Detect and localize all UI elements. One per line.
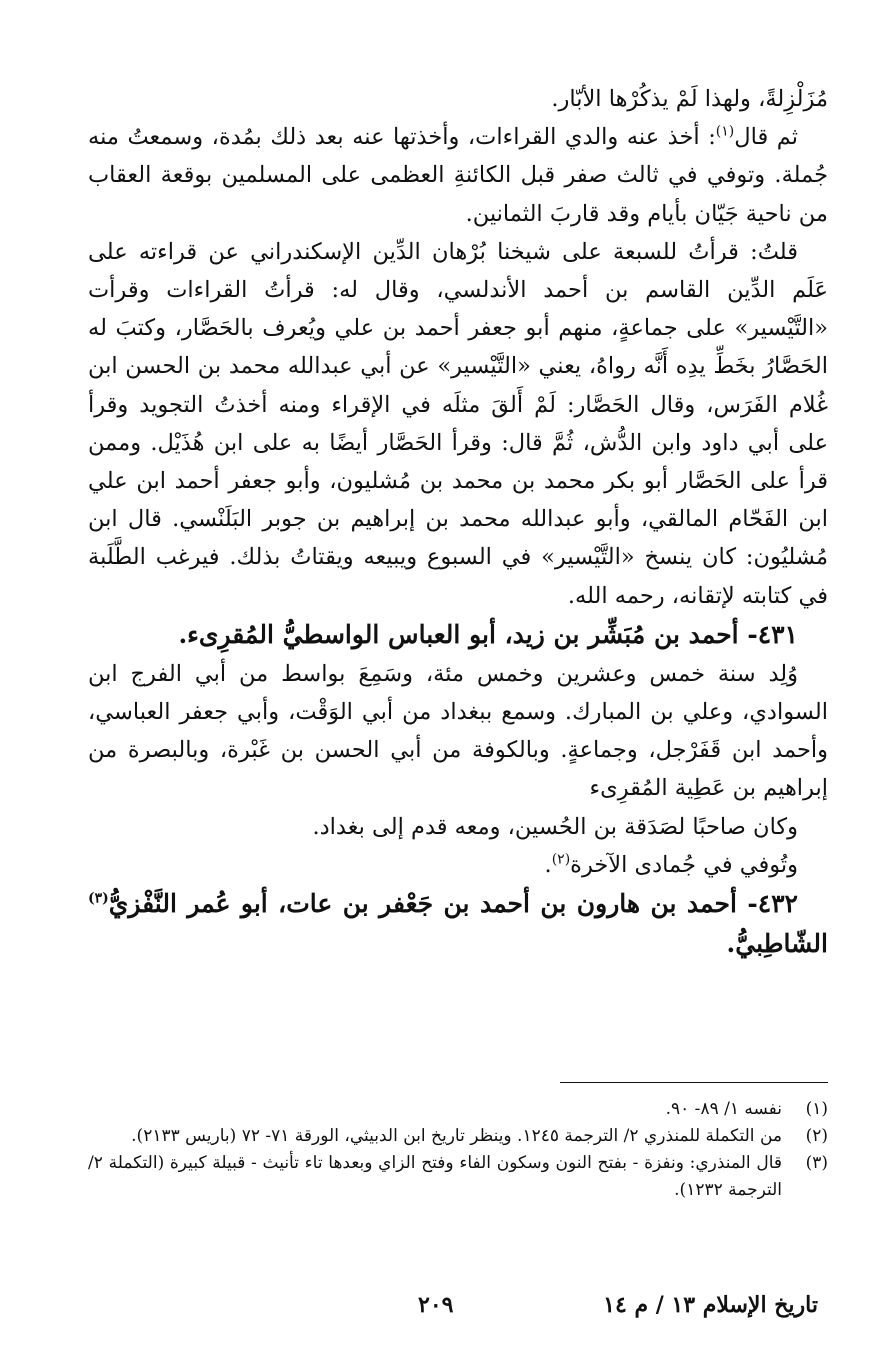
footnote-number: (٣) <box>805 1153 828 1173</box>
entry-431-heading: ٤٣١- أحمد بن مُبَشِّر بن زيد، أبو العباس الواسطيُّ المُقرِىء. <box>178 619 798 649</box>
page-number: ٢٠٩ <box>418 1292 454 1318</box>
paragraph-6 <box>88 846 828 884</box>
entry-432-heading-end: الشّاطِبيُّ. <box>726 929 828 959</box>
footnote-text: نفسه ١/ ٨٩- ٩٠. <box>665 1099 782 1119</box>
paragraph-3: قلتُ: قرأتُ للسبعة على شيخنا بُرْهان الدِّين الإسكندراني عن قراءته على عَلَم الدِّين القاسم بن أحمد الأندلسي، وقال له: قرأتُ القراءات وقرأت «التَّيْسير» على جماعةٍ، منهم أبو جعفر أحمد بن علي ويُعرف بالحَصَّار، وكتبَ له الحَصَّارُ بخَطِّ يدِه أَنَّه رواهُ، يعني «التَّيْسير» عن أبي عبدالله محمد بن الحسن ابن غُلام الفَرَس، وقال الحَصَّار: لَمْ أَلقَ مثلَه في الإقراء ومنه أخذتُ التجويد وقرأ على أبي داود وابن الدُّش، ثُمَّ قال: وقرأ الحَصَّار أيضًا به على ابن هُذَيْل. وممن قرأ على الحَصَّار أبو بكر محمد بن محمد بن مُشليون، وأبو جعفر أحمد ابن علي ابن الفَحّام المالقي، وأبو عبدالله محمد بن إبراهيم بن جوبر البَلَنْسي. قال ابن مُشليُون: كان ينسخ «التَّيْسير» في السبوع ويبيعه ويقتاتُ بذلك. فيرغب الطَّلَبة في كتابته لإتقانه، رحمه الله. <box>88 238 828 609</box>
footnote-separator <box>560 1082 828 1083</box>
footnote-number: (١) <box>805 1099 828 1119</box>
paragraph-2 <box>88 118 828 233</box>
paragraph-6-start: وتُوفي في جُمادى الآخرة <box>570 851 798 878</box>
footnote-2 <box>88 1123 828 1150</box>
signature-mark: تاريخ الإسلام ١٣ / م ١٤ <box>603 1292 818 1318</box>
footnote-3 <box>88 1150 828 1204</box>
paragraph-1: مُزَلْزِلةً، ولهذا لَمْ يذكُرْها الأبّار. <box>551 86 828 112</box>
entry-432-heading-start: ٤٣٢- أحمد بن هارون بن أحمد بن جَعْفر بن عات، أبو عُمر النَّفْزيُّ <box>108 889 798 919</box>
footnote-number: (٢) <box>805 1126 828 1146</box>
footnote-text: من التكملة للمنذري ٢/ الترجمة ١٢٤٥. وينظر تاريخ ابن الدبيثي، الورقة ٧١- ٧٢ (باريس ٢١٣٣). <box>131 1126 782 1146</box>
page-footer <box>88 1292 828 1326</box>
paragraph-2-rest: : أخذ عنه والدي القراءات، وأخذتها عنه بعد ذلك بمُدة، وسمعتُ منه جُملة. وتوفي في ثالث صفر قبل الكائنةِ العظمى على المسلمين بوقعة العقاب من ناحية جَيّان بأيام وقد قاربَ الثمانين. <box>88 124 828 227</box>
footnote-1 <box>88 1096 828 1123</box>
footnotes <box>88 1096 828 1204</box>
paragraph-2-start: ثم قال <box>734 124 798 151</box>
paragraph-6-end: . <box>544 851 552 878</box>
paragraph-4: وُلِد سنة خمس وعشرين وخمس مئة، وسَمِعَ بواسط من أبي الفرج ابن السوادي، وعلي بن المبارك. وسمع ببغداد من أبي الوَقْت، وأبي جعفر العباسي، وأحمد ابن قَفَرْجل، وجماعةٍ. وبالكوفة من أبي الحسن بن غَبْرة، وبالبصرة من إبراهيم بن عَطِية المُقرِىء <box>88 660 828 802</box>
main-text <box>88 80 828 964</box>
entry-432-heading <box>88 884 828 964</box>
footnote-ref-1[interactable]: (١) <box>715 123 735 140</box>
footnote-ref-2[interactable]: (٢) <box>551 851 571 868</box>
footnote-ref-3[interactable]: (٣) <box>88 890 109 907</box>
footnote-text: قال المنذري: ونفزة - بفتح النون وسكون الفاء وفتح الزاي وبعدها تاء تأنيث - قبيلة كبيرة (التكملة ٢/ الترجمة ١٢٣٢). <box>88 1153 782 1200</box>
paragraph-5: وكان صاحبًا لصَدَقة بن الحُسين، ومعه قدم إلى بغداد. <box>312 813 798 840</box>
